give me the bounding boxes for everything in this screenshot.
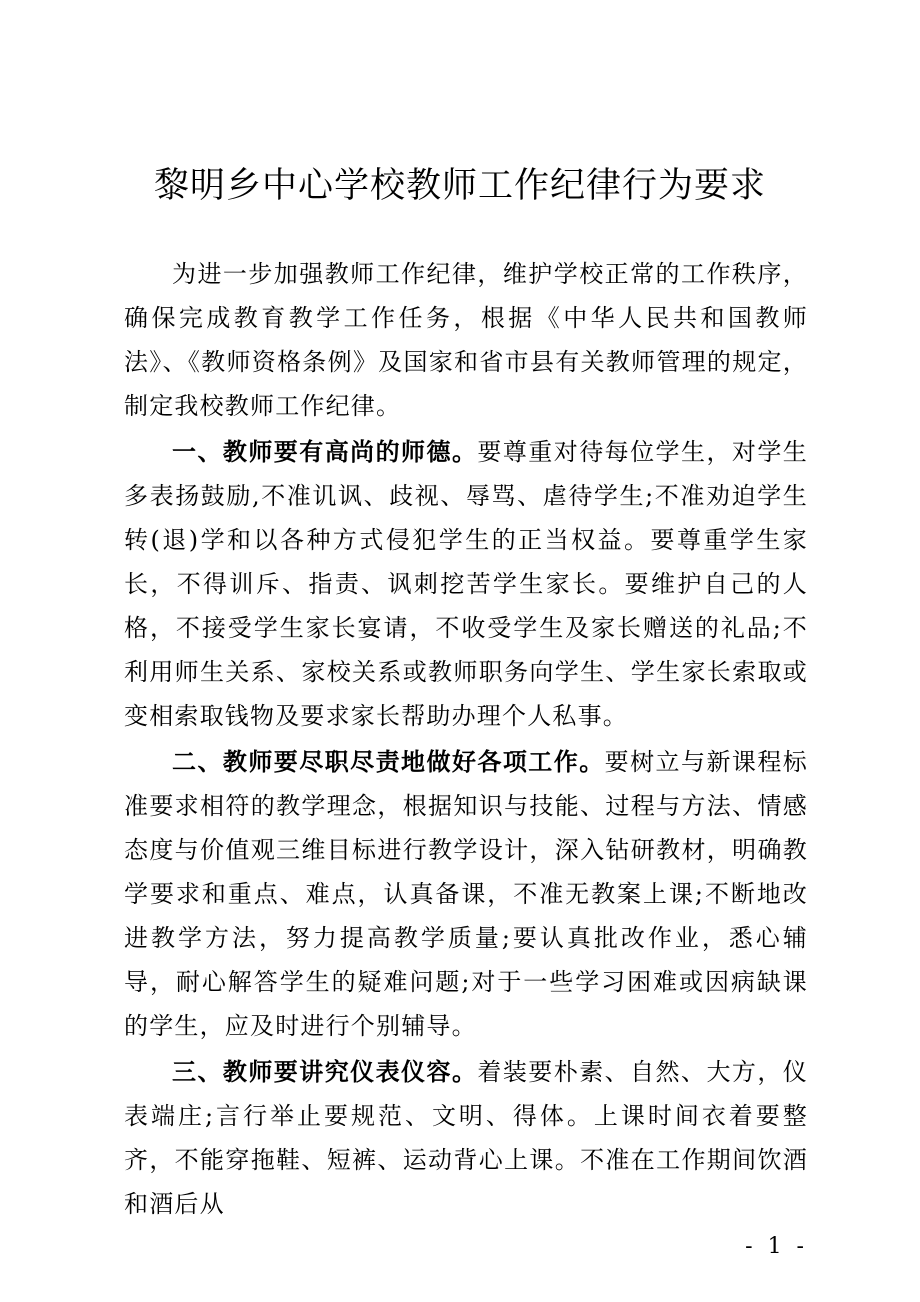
page-number: - 1 -	[745, 1234, 808, 1259]
document-title: 黎明乡中心学校教师工作纪律行为要求	[153, 166, 766, 206]
section-paragraph-1	[124, 430, 808, 738]
section-text-3: 着装要朴素、自然、大方，仪表端庄;言行举止要规范、文明、得体。上课时间衣着要整齐，不能穿拖鞋、短裤、运动背心上课。不准在工作期间饮酒和酒后从	[124, 1058, 808, 1218]
section-heading-1: 一、教师要有高尚的师德。	[172, 438, 478, 466]
document-body	[124, 252, 808, 1226]
section-text-2: 要树立与新课程标准要求相符的教学理念，根据知识与技能、过程与方法、情感态度与价值观三维目标进行教学设计，深入钻研教材，明确教学要求和重点、难点，认真备课，不准无教案上课;不断地改进教学方法，努力提高教学质量;要认真批改作业，悉心辅导，耐心解答学生的疑难问题;对于一些学习困难或因病缺课的学生，应及时进行个别辅导。	[124, 748, 808, 1040]
section-paragraph-3	[124, 1050, 808, 1226]
section-text-1: 要尊重对待每位学生，对学生多表扬鼓励,不准讥讽、歧视、辱骂、虐待学生;不准劝迫学生转(退)学和以各种方式侵犯学生的正当权益。要尊重学生家长，不得训斥、指责、讽刺挖苦学生家长。要维护自己的人格，不接受学生家长宴请，不收受学生及家长赠送的礼品;不利用师生关系、家校关系或教师职务向学生、学生家长索取或变相索取钱物及要求家长帮助办理个人私事。	[124, 438, 808, 730]
section-paragraph-2	[124, 740, 808, 1048]
section-heading-3: 三、教师要讲究仪表仪容。	[172, 1058, 478, 1086]
section-heading-2: 二、教师要尽职尽责地做好各项工作。	[172, 748, 605, 776]
intro-paragraph: 为进一步加强教师工作纪律，维护学校正常的工作秩序，确保完成教育教学工作任务，根据《中华人民共和国教师法》、《教师资格条例》及国家和省市县有关教师管理的规定，制定我校教师工作纪律。	[124, 260, 808, 420]
